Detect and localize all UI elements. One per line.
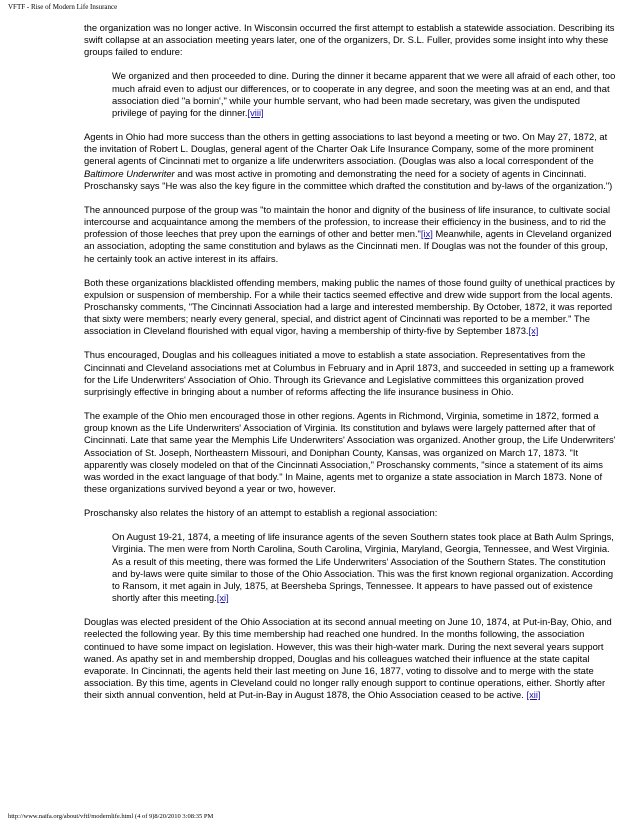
quote-text [112,70,616,119]
footnote-link[interactable]: [xii] [526,689,541,701]
italic-text: Baltimore Underwriter [84,167,175,179]
block-quote [112,70,616,119]
quote-text [112,531,616,604]
text-run: Both these organizations blacklisted offending members, making public the names of those found guilty of unethical practices by expulsion or suspension of membership. For a while their tactics seemed effective and drew wide support from the local agents. Proschansky comments, "The Cincinnati Association had a large and interested membership. By October, 1872, it was reported that sixty were members; nearly every general, special, and district agent of Cincinnati was reported to be a member." The association in Cleveland flourished with equal vigor, having a membership of thirty-five by September 1873. [84,276,615,337]
body-paragraph [84,507,616,519]
article-body [84,22,616,713]
text-run: The example of the Ohio men encouraged those in other regions. Agents in Richmond, Virginia, sometime in 1872, formed a group known as the Life Underwriters' Association of Virginia. Its constitution and bylaws were largely patterned after that of Cincinnati. Late that same year the Memphis Life Underwriters' Association was organized. Another group, the Life Underwriters' Association of St. Joseph, Northeastern Missouri, and Doniphan County, Kansas, was organized on March 17, 1873. "It apparently was closely modeled on that of the Cincinnati Association," Proschansky comments, "since a statement of its aims was worded in the exact language of that body." In Maine, agents met to organize a state association in March 1873. None of these organizations survived beyond a year or two, however. [84,410,616,494]
footnote-link[interactable]: [ix] [420,228,433,240]
body-paragraph [84,277,616,338]
body-paragraph [84,410,616,495]
body-paragraph [84,349,616,398]
text-run: Proschansky also relates the history of an attempt to establish a regional association: [84,507,438,519]
block-quote [112,531,616,604]
text-run: Douglas was elected president of the Ohio Association at its second annual meeting on June 10, 1874, at Put-in-Bay, Ohio, and reelected the following year. By this time membership had reached one hundred. In the months following, the association continued to have some impact on legislation. However, this was their high-water mark. During the next several years support waned. As apathy set in and membership dropped, Douglas and his colleagues watched their influence at the state capital evaporate. In Cincinnati, the agents held their last meeting on June 16, 1877, voting to dissolve and to merge with the state association. By this time, agents in Cleveland could no longer rally enough support to continue operations, either. Shortly after their sixth annual convention, held at Put-in-Bay in August 1878, the Ohio Association ceased to be active. [84,616,612,701]
body-paragraph [84,616,616,701]
body-paragraph [84,204,616,265]
text-run: On August 19-21, 1874, a meeting of life insurance agents of the seven Southern states took place at Bath Aulm Springs, Virginia. The men were from North Carolina, South Carolina, Virginia, Maryland, Georgia, Tennessee, and West Virginia. As a result of this meeting, there was formed the Life Underwriters' Association of the Southern States. The constitution and by-laws were quite similar to those of the Ohio Association. This was the first known regional organization. According to Ransom, it met again in July, 1875, at Beersheba Springs, Tennessee. It appears to have passed out of existence shortly after this meeting. [112,531,614,604]
body-paragraph [84,22,616,58]
footnote-link[interactable]: [xi] [216,592,229,604]
text-run: The announced purpose of the group was "to maintain the honor and dignity of the business of life insurance, to cultivate social intercourse and acquaintance among the members of the profession, to increase their efficiency in the business, and to rid the profession of those leeches that prey upon the earnings of other and better men." [84,203,611,240]
text-run: Thus encouraged, Douglas and his colleagues initiated a move to establish a state association. Representatives from the Cincinnati and Cleveland associations met at Columbus in February and in April 1873, and succeeded in setting up a framework for the Life Underwriters' Association of Ohio. Through its Grievance and Legislative committees this organization proved surprisingly effective in bringing about a number of reforms affecting the life insurance business in Ohio. [84,349,614,397]
text-run: Agents in Ohio had more success than the others in getting associations to last beyond a meeting or two. On May 27, 1872, at the invitation of Robert L. Douglas, general agent of the Charter Oak Life Insurance Company, some of the more prominent general agents of Cincinnati met to organize a life underwriters association. (Douglas was also a local correspondent of the [84,131,608,167]
page-header-title: VFTF - Rise of Modern Life Insurance [8,3,118,11]
body-paragraph [84,131,616,192]
text-run: We organized and then proceeded to dine. During the dinner it became apparent that we were all afraid of each other, too much afraid even to adjust our differences, or to cooperate in any degree, and soon the meeting was at an end, and that association died "a bornin'," while your humble servant, who had been made secretary, was given the undisputed privilege of paying for the dinner. [112,70,616,118]
text-run: the organization was no longer active. In Wisconsin occurred the first attempt to establish a statewide association. Describing its swift collapse at an association meeting years later, one of the organizers, Dr. S.L. Fuller, provides some insight into why these groups failed to endure: [84,22,615,58]
footnote-link[interactable]: [x] [528,325,539,337]
page-footer-url: http://www.naifa.org/about/vftf/modernlife.html (4 of 9)8/20/2010 3:08:35 PM [8,813,214,820]
footnote-link[interactable]: [viii] [247,106,264,118]
text-run: and was most active in promoting and demonstrating the need for a society of agents in Cincinnati. Proschansky says "He was also the key figure in the committee which drafted the constitution and by-laws of the organization.") [84,167,613,191]
text-run: Meanwhile, agents in Cleveland organized an association, adopting the same constitution and bylaws as the Cincinnati men. If Douglas was not the founder of this group, he certainly took an active interest in its affairs. [84,228,612,264]
